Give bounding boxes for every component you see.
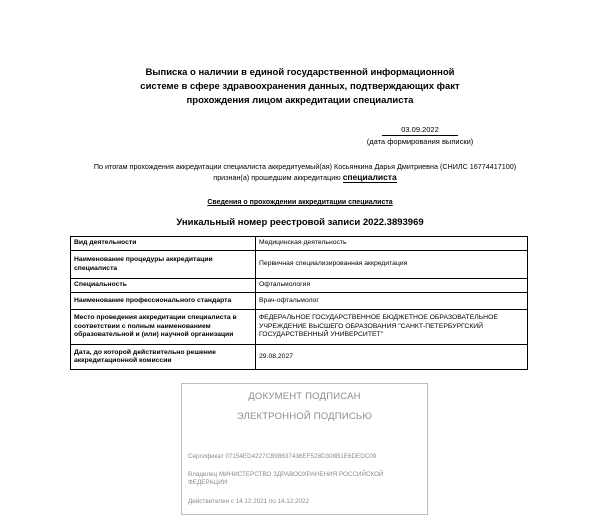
stamp-validity: Действителен с 14.12.2021 по 14.12.2022 <box>188 498 310 505</box>
row-value: Офтальмология <box>256 279 528 293</box>
table-row <box>71 251 528 279</box>
issue-date: 03.09.2022 <box>382 125 458 136</box>
row-value: Медицинская деятельность <box>256 237 528 251</box>
table-row <box>71 237 528 251</box>
specialist-word: специалиста <box>342 172 397 182</box>
table-row <box>71 279 528 293</box>
document-title <box>100 66 500 108</box>
row-value: 29.08.2027 <box>256 345 528 370</box>
intro-paragraph <box>70 161 540 183</box>
row-label: Вид деятельности <box>71 237 256 251</box>
section-caption: Сведения о прохождении аккредитации специалиста <box>207 199 393 206</box>
stamp-certificate: Сертификат 07154ED4227CB98637436EF528D308B1E6DEDC09 <box>188 453 377 460</box>
title-line-1: Выписка о наличии в единой государственной информационной <box>145 67 455 78</box>
stamp-heading-1: ДОКУМЕНТ ПОДПИСАН <box>248 391 361 402</box>
title-line-2: системе в сфере здравоохранения данных, подтверждающих факт <box>140 81 460 92</box>
row-value: ФЕДЕРАЛЬНОЕ ГОСУДАРСТВЕННОЕ БЮДЖЕТНОЕ ОБРАЗОВАТЕЛЬНОЕ УЧРЕЖДЕНИЕ ВЫСШЕГО ОБРАЗОВАНИЯ "САНКТ-ПЕТЕРБУРГСКИЙ ГОСУДАРСТВЕННЫЙ УНИВЕРСИТЕТ" <box>256 310 528 345</box>
registry-number: Уникальный номер реестровой записи 2022.3893969 <box>176 217 424 228</box>
title-line-3: прохождения лицом аккредитации специалиста <box>186 95 414 106</box>
stamp-heading-2: ЭЛЕКТРОННОЙ ПОДПИСЬЮ <box>236 411 373 422</box>
row-value: Первичная специализированная аккредитация <box>256 251 528 279</box>
intro-line-1: По итогам прохождения аккредитации специалиста аккредитуемый(ая) Косьянкина Дарья Дмитриевна (СНИЛС 16774417100) <box>93 162 517 171</box>
issue-date-block <box>360 125 480 146</box>
row-label: Наименование профессионального стандарта <box>71 293 256 310</box>
row-label: Специальность <box>71 279 256 293</box>
table-row <box>71 310 528 345</box>
electronic-signature-stamp <box>181 383 428 515</box>
accreditation-table <box>70 236 528 370</box>
intro-line-2 <box>70 172 540 183</box>
row-label: Дата, до которой действительно решение аккредитационной комиссии <box>71 345 256 370</box>
table-row <box>71 293 528 310</box>
row-label: Наименование процедуры аккредитации специалиста <box>71 251 256 279</box>
row-label: Место проведения аккредитации специалиста в соответствии с полным наименованием образовательной и (или) научной организации <box>71 310 256 345</box>
intro-line-2-prefix: признан(а) прошедшим аккредитацию <box>213 173 341 182</box>
table-row <box>71 345 528 370</box>
row-value: Врач-офтальмолог <box>256 293 528 310</box>
stamp-owner: Владелец МИНИСТЕРСТВО ЗДРАВООХРАНЕНИЯ РОССИЙСКОЙ ФЕДЕРАЦИИ <box>188 471 384 486</box>
issue-date-caption: (дата формирования выписки) <box>366 137 474 146</box>
